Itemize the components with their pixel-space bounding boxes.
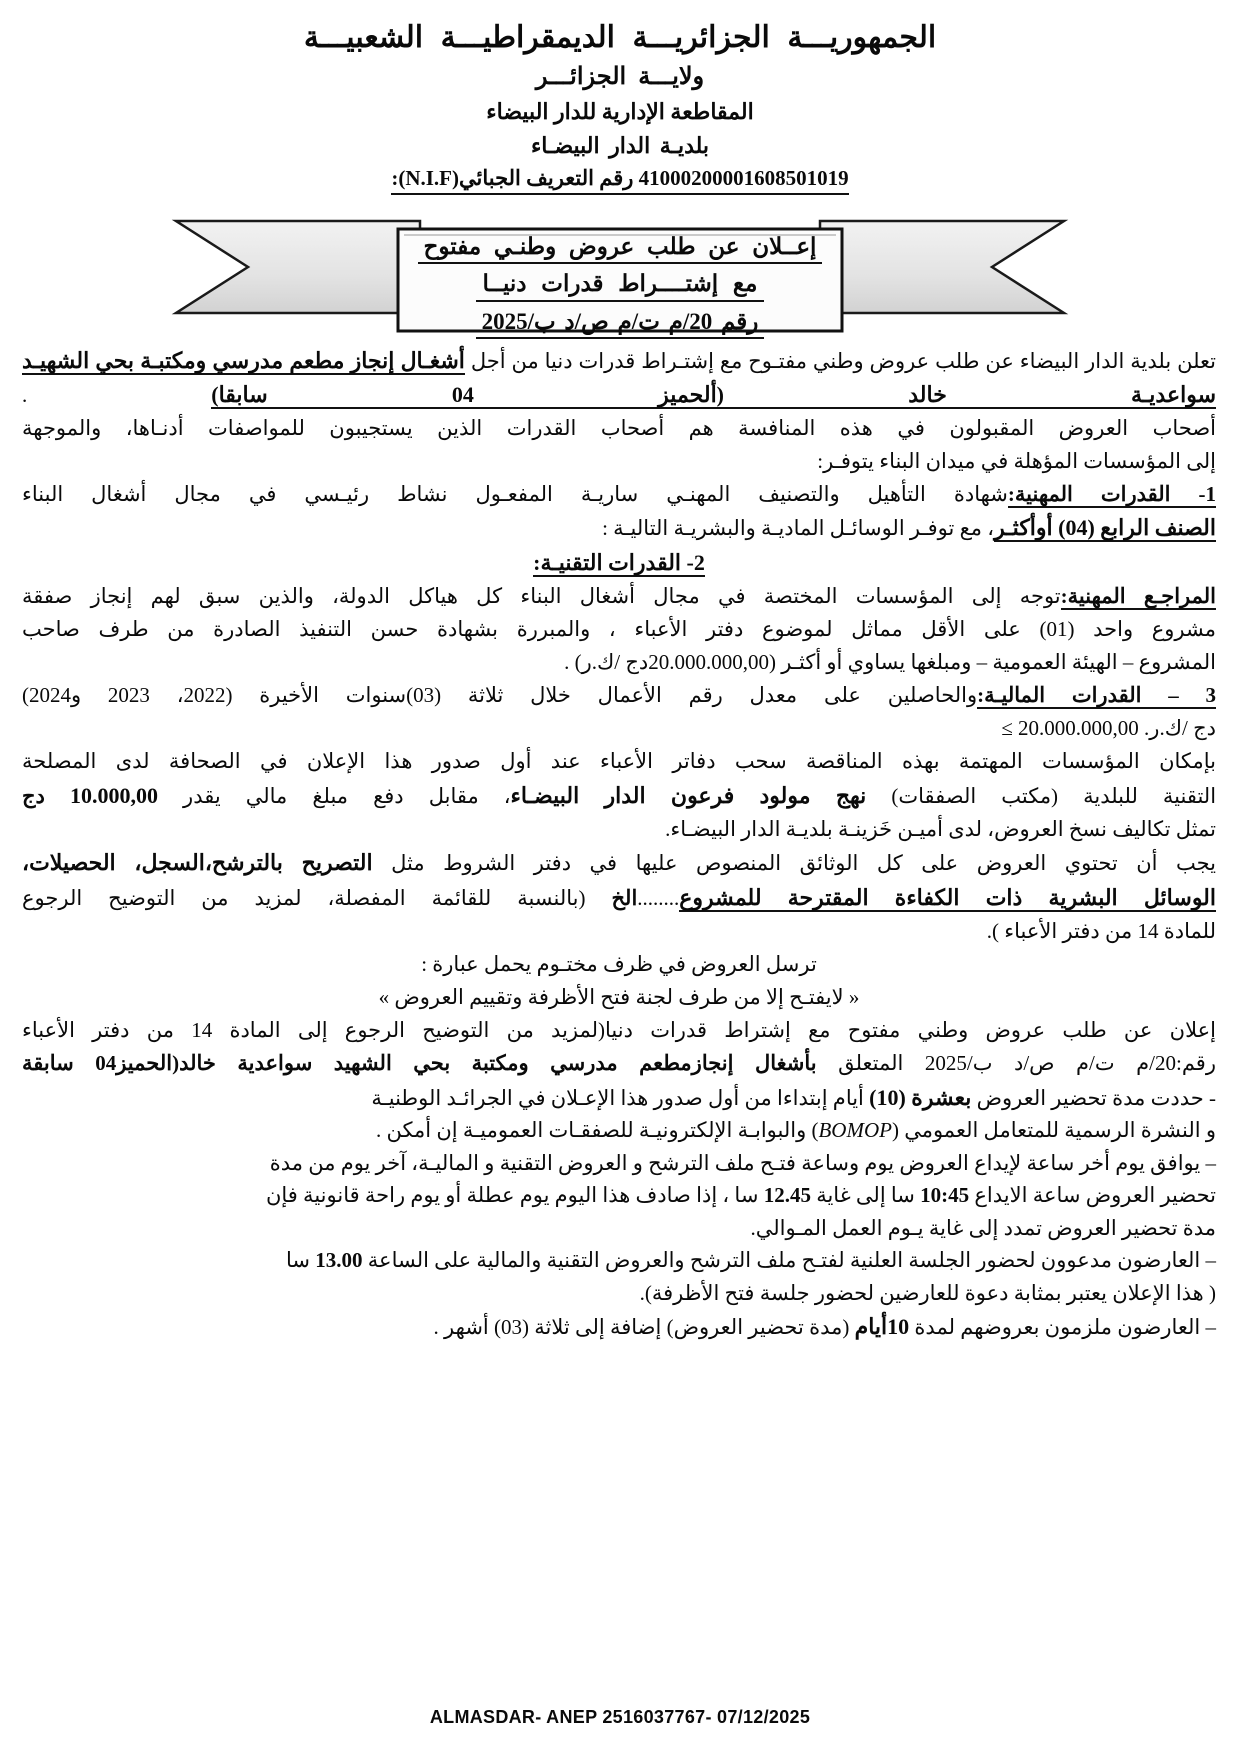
nif-label: رقم التعريف الجبائي(N.I.F): — [391, 165, 634, 190]
withdraw-office: التقنية للبلدية (مكتب الصفقات) — [891, 783, 1217, 808]
session-lead: – العارضون مدعوون لحضور الجلسة العلنية لفتـح ملف الترشح والعروض التقنية والمالية على الساعة — [367, 1248, 1216, 1273]
capacity-professional-text: شهادة التأهيل والتصنيف المهنـي ساريـة المفعـول نشاط رئيـسي في مجال أشغال البناء — [22, 481, 1008, 506]
document-header — [0, 0, 1240, 195]
financial-threshold-rest: دج /ك.ر. — [1144, 715, 1216, 740]
withdraw-line-1: بإمكان المؤسسات المهتمة بهذه المناقصة سحب دفاتر الأعباء عند أول صدور هذا الإعلان في الصحافة لدى المصلحة — [22, 748, 1216, 773]
financial-threshold-symbol: ≥ — [1001, 715, 1013, 740]
bomop-rest: ) والبوابـة الإلكترونيـة للصفقـات العموميـة إن أمكن . — [375, 1118, 819, 1143]
capacity-financial-text: والحاصلين على معدل رقم الأعمال خلال ثلاثة (03)سنوات الأخيرة (2022، 2023 و2024) — [22, 682, 978, 707]
deposit-start-time: 10:45 — [920, 1183, 970, 1208]
bomop-label: BOMOP — [818, 1118, 892, 1143]
references-line-2: مشروع واحد (01) على الأقل مماثل لموضوع دفتر الأعباء ، والمبررة بشهادة حسن التنفيذ الصادرة من طرف صاحب — [22, 617, 1216, 642]
documents-etc: الخ — [611, 886, 638, 911]
documents-dots: ........ — [637, 886, 680, 911]
bullet-public-session-note: ( هذا الإعلان يعتبر بمثابة دعوة للعارضين لحضور جلسة فتح الأظرفة). — [639, 1280, 1216, 1305]
recall-line-1: إعلان عن طلب عروض وطني مفتوح مع إشتراط قدرات دنيا(لمزيد من التوضيح الرجوع إلى المادة 14 من دفتر الأعباء — [22, 1018, 1217, 1042]
bomop-lead: و النشرة الرسمية للمتعامل العمومي ( — [891, 1118, 1216, 1143]
wilaya-title: ولايـــة الجزائـــر — [535, 63, 705, 90]
session-unit: سا — [286, 1248, 311, 1273]
documents-line-1 — [22, 846, 1216, 880]
capacity-financial-line2 — [22, 713, 1216, 745]
bullet-deposit-line2 — [22, 1180, 1216, 1212]
references-text: توجه إلى المؤسسات المختصة في مجال أشغال البناء كل هياكل الدولة، والذين سبق لهم إنجاز صفقة — [22, 584, 1061, 609]
documents-human-resources: الوسائل البشرية ذات الكفاءة المقترحة للمشروع — [679, 885, 1216, 911]
eligibility-line-2: إلى المؤسسات المؤهلة في ميدان البناء يتوفـر: — [817, 448, 1216, 473]
ribbon-line-2: مع إشتــــراط قدرات دنيــا — [476, 269, 763, 301]
references-line-1 — [22, 581, 1216, 613]
documents-line-3: للمادة 14 من دفتر الأعباء ). — [986, 919, 1216, 944]
capacity-professional — [22, 479, 1216, 511]
bullet1-lead: - حددت مدة تحضير العروض — [976, 1085, 1216, 1110]
deposit-end-time: 12.45 — [763, 1183, 811, 1208]
withdraw-line-3: تمثل تكاليف نسخ العروض، لدى أميـن خَزينـة بلديـة الدار البيضـاء. — [665, 816, 1216, 841]
intro-tail: . — [22, 382, 28, 407]
bullet-preparation-period-line2 — [22, 1115, 1216, 1147]
document-body — [0, 344, 1240, 1344]
bullet-public-session — [22, 1245, 1216, 1277]
recall-line-2 — [22, 1048, 1216, 1080]
validity-rest: (مدة تحضير العروض) إضافة إلى ثلاثة (03) أشهر . — [433, 1315, 850, 1340]
ribbon-text-block — [170, 227, 1070, 339]
references-line3-a: المشروع – الهيئة العمومية – ومبلغها يساوي أو أكثـر ( — [769, 650, 1216, 675]
category-rest: ، مع توفـر الوسائـل الماديـة والبشريـة التاليـة : — [602, 516, 995, 541]
recall-project-bold: بأشغال إنجازمطعم مدرسي ومكتبة بحي الشهيد سواعدية خالد(الحميز04 سابقة — [22, 1050, 817, 1075]
district-title: المقاطعة الإدارية للدار البيضاء — [486, 99, 754, 125]
announcement-ribbon — [170, 213, 1070, 338]
document-footer: ALMASDAR- ANEP 2516037767- 07/12/2025 — [429, 1707, 811, 1727]
capacity-technical-label: 2- القدرات التقنيـة: — [533, 550, 705, 576]
documents-line-2 — [22, 881, 1216, 915]
category-bold: الصنف الرابع (04) أوأكثـر — [994, 515, 1216, 541]
ribbon-line-3: رقم 20/م ت/م ص/د ب/2025 — [476, 307, 765, 339]
capacity-financial — [22, 680, 1216, 712]
documents-lead: يجب أن تحتوي العروض على كل الوثائق المنصوص عليها في دفتر الشروط مثل — [391, 851, 1216, 876]
capacity-technical — [22, 546, 1216, 580]
ribbon-line-1: إعــلان عن طلب عروض وطنـي مفتوح — [418, 232, 823, 264]
recall-related: المتعلق — [838, 1050, 904, 1075]
intro-lead: تعلن بلدية الدار البيضاء عن طلب عروض وطني مفتـوح مع إشتـراط قدرات دنيا من أجل — [470, 348, 1217, 373]
capacity-professional-label: 1- القدرات المهنية: — [1007, 481, 1216, 506]
commune-title: بلديـة الدار البيضـاء — [530, 132, 710, 158]
session-time: 13.00 — [315, 1248, 363, 1273]
withdraw-line-2 — [22, 779, 1216, 813]
bullet-validity — [22, 1310, 1216, 1344]
references-label: المراجـع المهنية: — [1060, 584, 1216, 609]
capacity-financial-label: 3 – القدرات الماليـة: — [977, 682, 1216, 707]
deposit-rest: سا ، إذا صادف هذا اليوم يوم عطلة أو يوم راحة قانونية فإن — [265, 1183, 759, 1208]
documents-required-bold: التصريح بالترشح،السجل، الحصيلات، — [22, 850, 373, 876]
nif-row — [391, 166, 848, 195]
validity-lead: – العارضون ملزمون بعروضهم لمدة — [914, 1315, 1216, 1340]
preparation-days: بعشرة (10) — [869, 1084, 972, 1110]
validity-days: 10أيام — [854, 1314, 910, 1340]
envelope-instruction: ترسل العروض في ظرف مختـوم يحمل عبارة : — [421, 952, 817, 977]
deposit-lead: تحضير العروض ساعة الايداع — [974, 1183, 1216, 1208]
bullet-deposit-line3: مدة تحضير العروض تمدد إلى غاية يـوم العمل المـوالي. — [750, 1215, 1216, 1240]
intro-project-bold: أشغـال إنجاز مطعم مدرسي ومكتبـة بحي الشهيـد سواعديـة خالد (ألحميز 04 سابقا) — [22, 347, 1217, 407]
bullet1-rest: أيام إبتداءا من أول صدور هذا الإعـلان في الجرائـد الوطنيـة — [371, 1085, 864, 1110]
withdraw-address: نهج مولود فرعون الدار البيضـاء — [510, 782, 867, 808]
recall-reference-number: رقم:20/م ت/م ص/د ب/2025 — [924, 1050, 1216, 1075]
reference-amount: 20.000.000,00 — [648, 650, 770, 675]
references-line3-b: دج /ك.ر) . — [564, 650, 649, 675]
country-title: الجمهوريـــة الجزائريـــة الديمقراطيـــة الشعبيـــة — [303, 21, 937, 54]
intro-paragraph — [22, 344, 1216, 412]
bullet-preparation-period — [22, 1081, 1216, 1115]
withdraw-fee-currency: دج — [22, 783, 45, 808]
deposit-mid: سا إلى غاية — [816, 1183, 915, 1208]
nif-value: 41000200001608501019 — [638, 165, 849, 190]
withdraw-fee-lead: ، مقابل دفع مبلغ مالي يقدر — [183, 783, 511, 808]
documents-line2-rest: (بالنسبة للقائمة المفصلة، لمزيد من التوضيح الرجوع — [22, 886, 586, 911]
capacity-professional-line2 — [22, 511, 1216, 545]
withdraw-fee-amount: 10.000,00 — [69, 782, 158, 808]
eligibility-line-1: أصحاب العروض المقبولون في هذه المنافسة هم أصحاب القدرات الذين يستجيبون للمواصفات أدنـاها، والموجهة — [22, 415, 1216, 440]
financial-threshold-amount: 20.000.000,00 — [1018, 715, 1139, 740]
references-line-3 — [22, 647, 1216, 679]
envelope-quote: « لايفتـح إلا من طرف لجنة فتح الأظرفة وتقييم العروض » — [378, 985, 860, 1010]
bullet-deposit-line1: – يوافق يوم أخر ساعة لإيداع العروض يوم وساعة فتـح ملف الترشح و العروض التقنية و الماليـة، آخر يوم من مدة — [269, 1150, 1216, 1175]
